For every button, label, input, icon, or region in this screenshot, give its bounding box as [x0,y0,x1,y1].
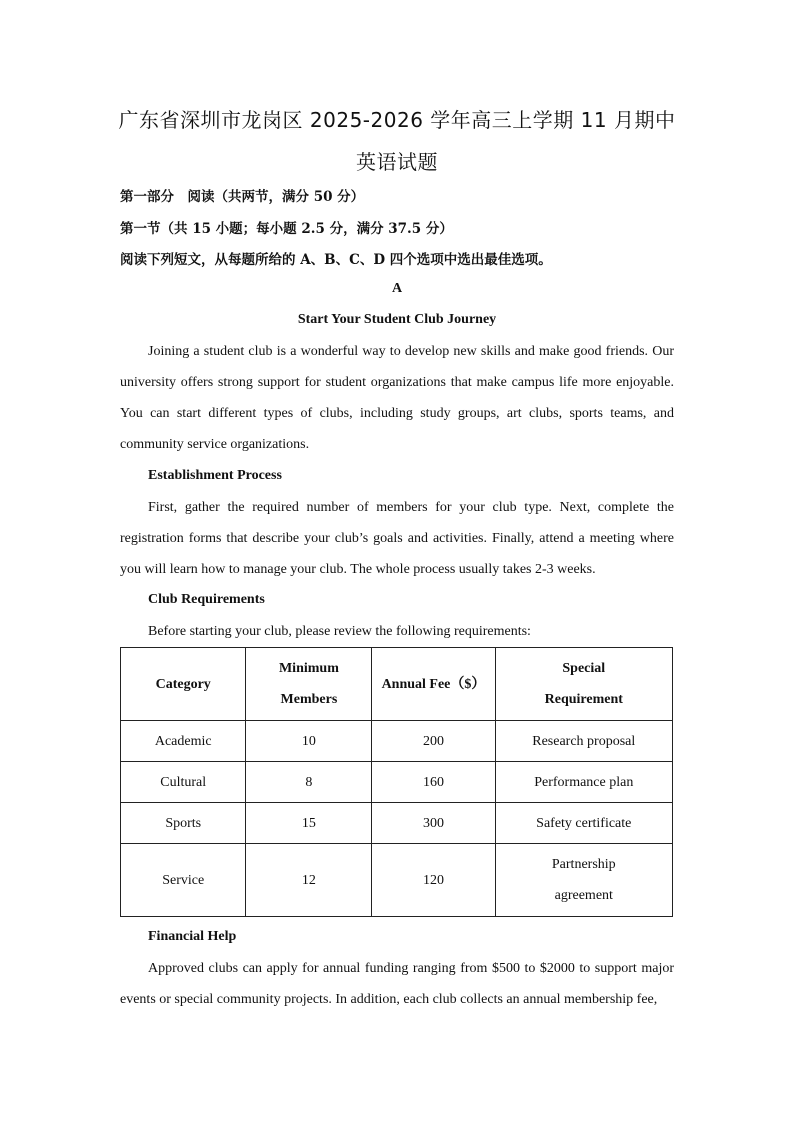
cell-category: Academic [121,721,246,762]
cell-min-members: 8 [246,762,372,803]
passage-letter: A [391,281,403,296]
requirements-heading: Club Requirements [148,592,265,607]
document-title-line1: 广东省深圳市龙岗区 2025-2026 学年高三上学期 11 月期中 [118,108,676,132]
establishment-heading: Establishment Process [148,468,282,483]
cell-special-requirement: Performance plan [495,762,672,803]
header-special-requirement: Special Requirement [495,648,672,721]
table-row [121,762,673,803]
cell-annual-fee: 120 [372,844,495,917]
cell-category: Service [121,844,246,917]
table-row [121,844,673,917]
cell-annual-fee: 300 [372,803,495,844]
table-header-row [121,648,673,721]
header-annual-fee: Annual Fee（$） [372,648,495,721]
header-category: Category [121,648,246,721]
cell-special-requirement: Partnership agreement [495,844,672,917]
cell-min-members: 10 [246,721,372,762]
financial-heading: Financial Help [148,929,237,944]
cell-category: Sports [121,803,246,844]
cell-min-members: 15 [246,803,372,844]
financial-paragraph: Approved clubs can apply for annual funding ranging from $500 to $2000 to support major events or special community projects. In addition, each club collects an annual membership fee, [120,961,674,1007]
cell-category: Cultural [121,762,246,803]
section-heading: 第一节（共 15 小题；每小题 2.5 分，满分 37.5 分） [120,221,453,237]
instruction-text: 阅读下列短文，从每题所给的 A、B、C、D 四个选项中选出最佳选项。 [120,252,552,268]
table-row [121,803,673,844]
part-heading: 第一部分 阅读（共两节，满分 50 分） [120,189,365,205]
passage-title: Start Your Student Club Journey [297,312,497,327]
requirements-table [120,647,673,917]
cell-special-requirement: Safety certificate [495,803,672,844]
table-row [121,721,673,762]
cell-annual-fee: 200 [372,721,495,762]
cell-min-members: 12 [246,844,372,917]
cell-special-requirement: Research proposal [495,721,672,762]
header-minimum-members: Minimum Members [246,648,372,721]
document-title-line2: 英语试题 [356,150,438,174]
cell-annual-fee: 160 [372,762,495,803]
requirements-intro: Before starting your club, please review the following requirements: [148,624,531,639]
establishment-paragraph: First, gather the required number of members for your club type. Next, complete the registration forms that describe your club’s goals and activities. Finally, attend a meeting where you will learn how to manage your club. The whole process usually takes 2-3 weeks. [120,500,674,577]
intro-paragraph: Joining a student club is a wonderful way to develop new skills and make good friends. Our university offers strong support for student organizations that make campus life more enjoyable. You can start different types of clubs, including study groups, art clubs, sports teams, and community service organizations. [120,344,674,452]
